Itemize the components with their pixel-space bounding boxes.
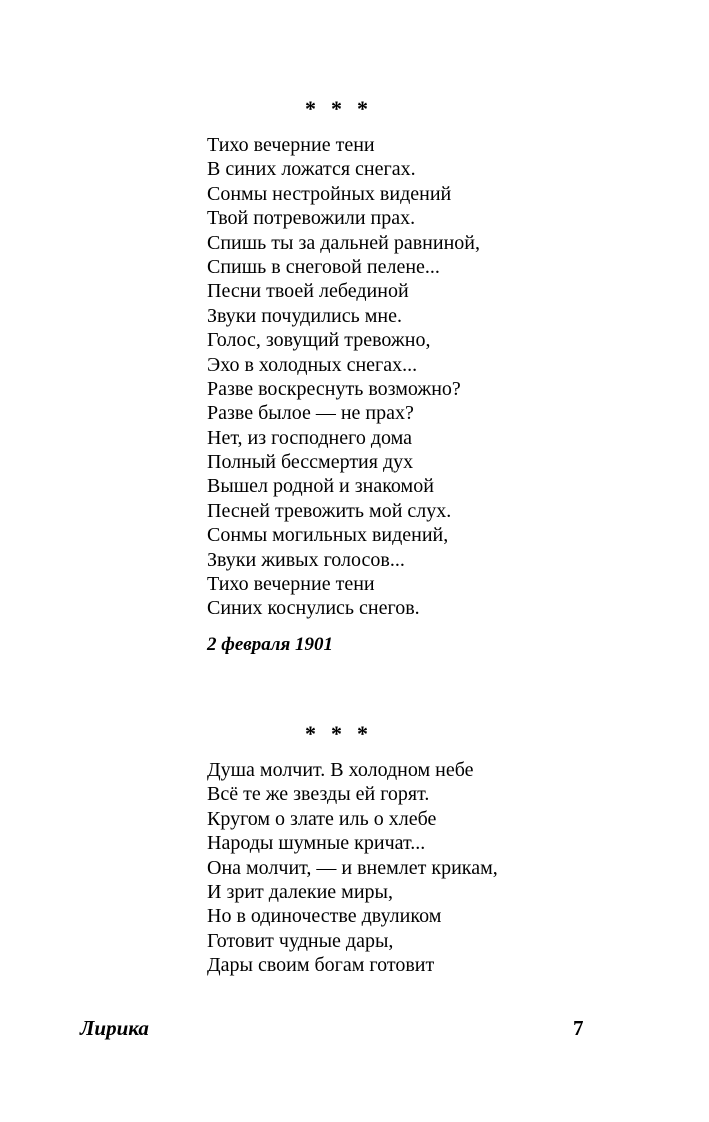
poem-body <box>207 758 498 978</box>
poem-line: Синих коснулись снегов. <box>207 597 420 620</box>
poem-line: Но в одиночестве двуликом <box>207 905 442 928</box>
asterisk: * <box>305 96 316 121</box>
poem-line: Вышел родной и знакомой <box>207 475 434 498</box>
poem-line: Эхо в холодных снегах... <box>207 353 418 376</box>
poem-line: Спишь ты за дальней равниной, <box>207 231 480 254</box>
poem-line: Песней тревожить мой слух. <box>207 499 452 522</box>
poem-line: Сонмы нестройных видений <box>207 182 452 205</box>
poem-date: 2 февраля 1901 <box>207 634 334 655</box>
poem-line: Полный бессмертия дух <box>207 451 414 474</box>
poem-separator <box>305 98 383 120</box>
page-number: 7 <box>573 1016 584 1040</box>
poem-line: Тихо вечерние тени <box>207 134 375 156</box>
poem-line: В синих ложатся снегах. <box>207 158 416 181</box>
asterisk: * <box>357 96 368 121</box>
poem-line: Спишь в снеговой пелене... <box>207 255 440 278</box>
poem-line: Душа молчит. В холодном небе <box>207 759 474 781</box>
poem-line: Нет, из господнего дома <box>207 426 413 449</box>
poem-line: Песни твоей лебединой <box>207 280 409 303</box>
running-footer-title: Лирика <box>80 1016 149 1040</box>
poem-line: Тихо вечерние тени <box>207 573 375 596</box>
poem-line: Твой потревожили прах. <box>207 207 416 230</box>
poem-line: Она молчит, — и внемлет крикам, <box>207 856 498 879</box>
poem-line: Разве воскреснуть возможно? <box>207 377 461 400</box>
poem-line: Разве былое — не прах? <box>207 402 414 425</box>
asterisk: * <box>331 96 342 121</box>
poem-separator <box>305 723 383 745</box>
asterisk: * <box>331 721 342 746</box>
asterisk: * <box>305 721 316 746</box>
poem-body <box>207 133 480 621</box>
poem-line: Сонмы могильных видений, <box>207 524 449 547</box>
poem-line: Готовит чудные дары, <box>207 929 394 952</box>
asterisk: * <box>357 721 368 746</box>
poem-line: И зрит далекие миры, <box>207 880 393 903</box>
poem-line: Кругом о злате иль о хлебе <box>207 807 437 830</box>
poem-line: Народы шумные кричат... <box>207 832 426 855</box>
poem-line: Звуки живых голосов... <box>207 548 405 571</box>
poem-line: Всё те же звезды ей горят. <box>207 783 430 806</box>
poem-line: Звуки почудились мне. <box>207 304 402 327</box>
poem-line: Дары своим богам готовит <box>207 954 435 977</box>
poem-line: Голос, зовущий тревожно, <box>207 329 431 352</box>
